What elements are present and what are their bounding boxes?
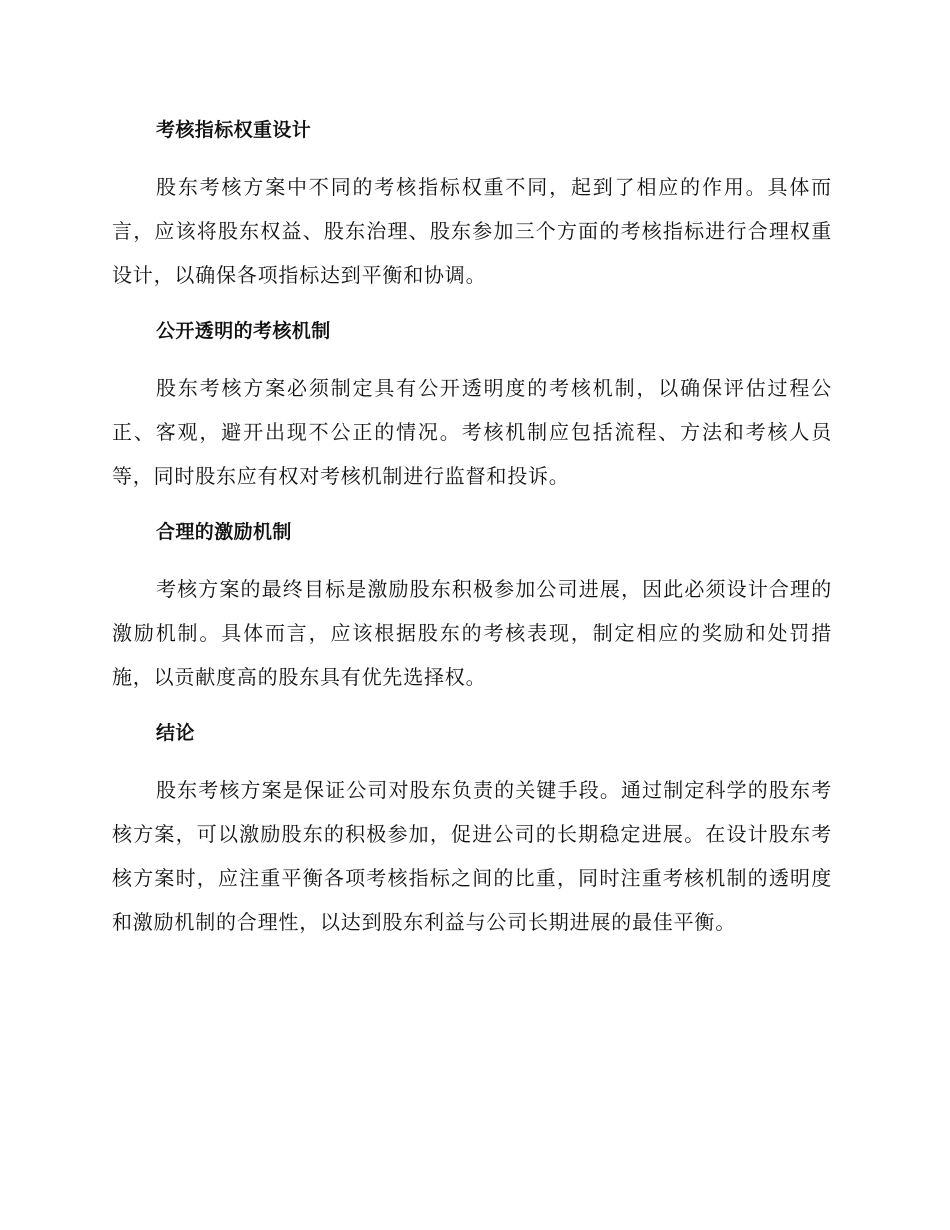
section-paragraph-conclusion: 股东考核方案是保证公司对股东负责的关键手段。通过制定科学的股东考核方案，可以激励股东的积极参加，促进公司的长期稳定进展。在设计股东考核方案时，应注重平衡各项考核指标之间的比重，同时注重考核机制的透明度和激励机制的合理性，以达到股东利益与公司长期进展的最佳平衡。: [112, 778, 832, 934]
section-heading-weight-design: 考核指标权重设计: [156, 119, 312, 141]
document-page: [112, 110, 832, 958]
section-paragraph-weight-design: 股东考核方案中不同的考核指标权重不同，起到了相应的作用。具体而言，应该将股东权益、股东治理、股东参加三个方面的考核指标进行合理权重设计，以确保各项指标达到平衡和协调。: [112, 175, 832, 287]
section-heading-transparent-mechanism: 公开透明的考核机制: [156, 320, 331, 342]
section-heading-conclusion: 结论: [156, 722, 195, 744]
section-heading-incentive-mechanism: 合理的激励机制: [156, 521, 292, 543]
section-paragraph-transparent-mechanism: 股东考核方案必须制定具有公开透明度的考核机制，以确保评估过程公正、客观，避开出现不公正的情况。考核机制应包括流程、方法和考核人员等，同时股东应有权对考核机制进行监督和投诉。: [112, 376, 832, 488]
section-paragraph-incentive-mechanism: 考核方案的最终目标是激励股东积极参加公司进展，因此必须设计合理的激励机制。具体而言，应该根据股东的考核表现，制定相应的奖励和处罚措施，以贡献度高的股东具有优先选择权。: [112, 577, 832, 689]
